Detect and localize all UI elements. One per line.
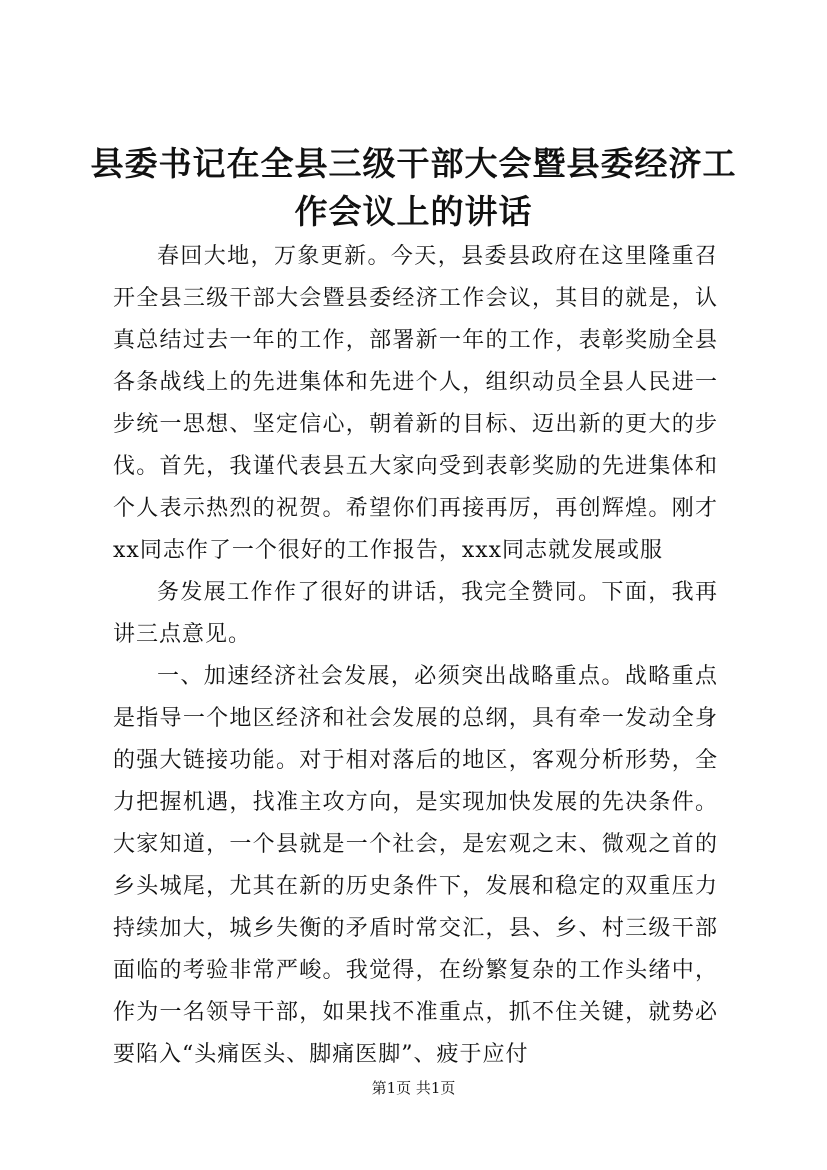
page-number-footer: 第1页 共1页 bbox=[371, 1079, 456, 1097]
paragraph-opening: 春回大地，万象更新。今天，县委县政府在这里隆重召开全县三级干部大会暨县委经济工作会议，其目的就是，认真总结过去一年的工作，部署新一年的工作，表彰奖励全县各条战线上的先进集体和先进个人，组织动员全县人民进一步统一思想、坚定信心，朝着新的目标、迈出新的更大的步伐。首先，我谨代表县五大家向受到表彰奖励的先进集体和个人表示热烈的祝贺。希望你们再接再厉，再创辉煌。刚才xx同志作了一个很好的工作报告，xxx同志就发展或服 bbox=[113, 244, 718, 563]
paragraph-section-one: 一、加速经济社会发展，必须突出战略重点。战略重点是指导一个地区经济和社会发展的总纲，具有牵一发动全身的强大链接功能。对于相对落后的地区，客观分析形势，全力把握机遇，找准主攻方向，是实现加快发展的先决条件。大家知道，一个县就是一个社会，是宏观之末、微观之首的乡头城尾，尤其在新的历史条件下，发展和稳定的双重压力持续加大，城乡失衡的矛盾时常交汇，县、乡、村三级干部面临的考验非常严峻。我觉得，在纷繁复杂的工作头绪中，作为一名领导干部，如果找不准重点，抓不住关键，就势必要陷入“头痛医头、脚痛医脚”、疲于应付 bbox=[113, 664, 718, 1067]
document-body bbox=[113, 236, 718, 1076]
document-title: 县委书记在全县三级干部大会暨县委经济工作会议上的讲话 bbox=[90, 144, 737, 231]
paragraph-continuation: 务发展工作作了很好的讲话，我完全赞同。下面，我再讲三点意见。 bbox=[113, 580, 718, 647]
